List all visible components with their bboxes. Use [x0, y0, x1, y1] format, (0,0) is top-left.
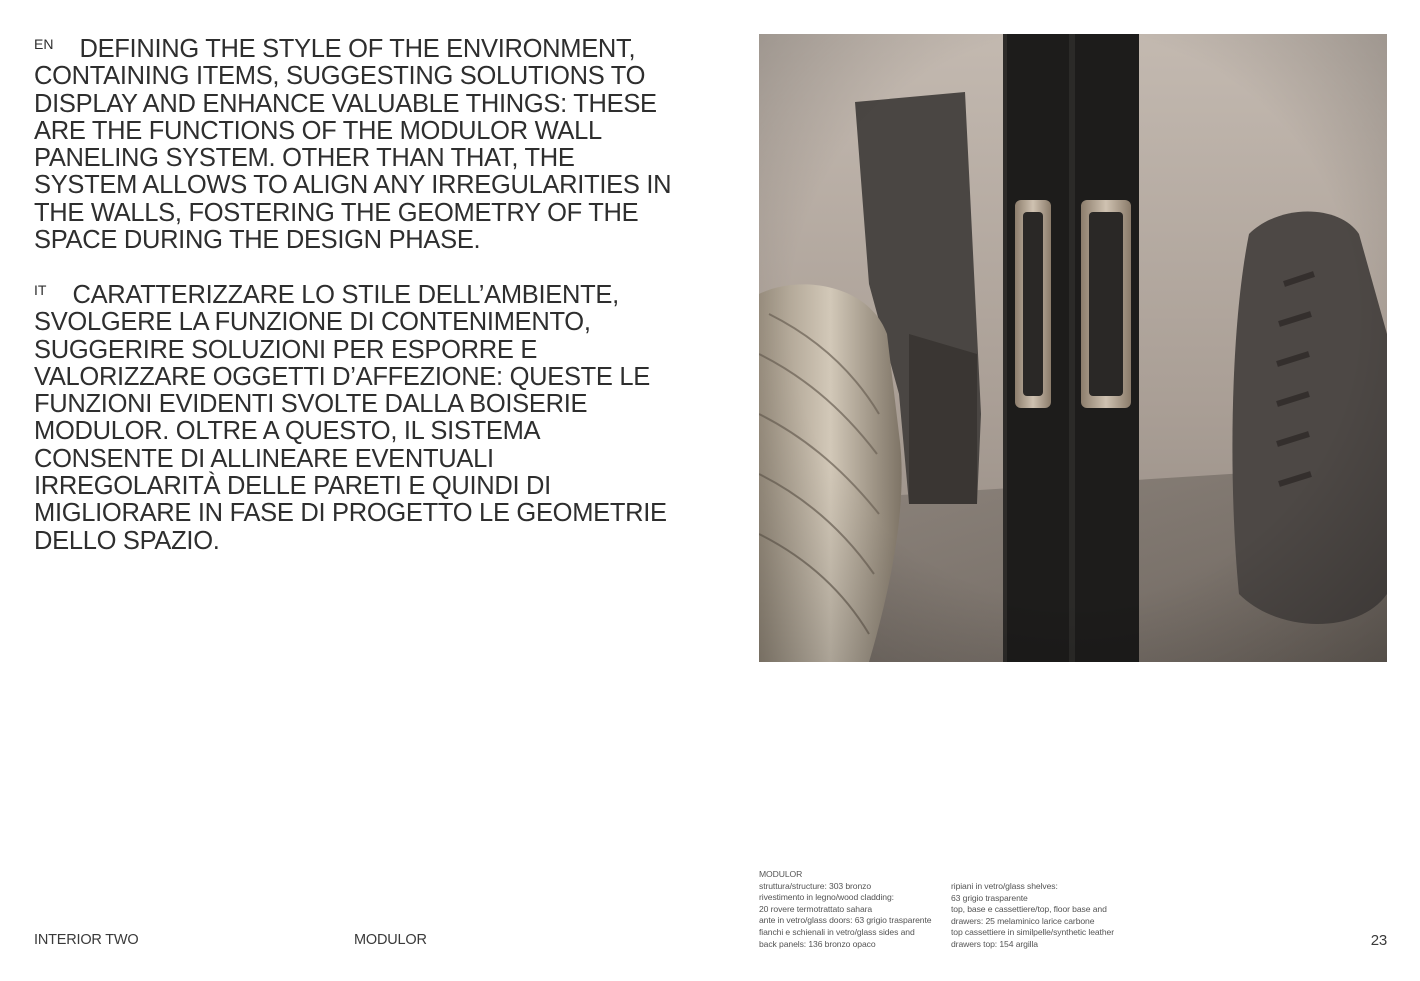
spec-line: drawers top: 154 argilla [951, 938, 1038, 949]
page-number: 23 [1370, 932, 1387, 949]
footer-product-name: MODULOR [354, 932, 427, 948]
english-paragraph [34, 31, 674, 254]
language-label-en: EN [34, 36, 54, 52]
spec-line: top, base e cassettiere/top, floor base and [951, 904, 1107, 915]
italian-text: CARATTERIZZARE LO STILE DELL’AMBIENTE, SVOLGERE LA FUNZIONE DI CONTENIMENTO, SUGGERIRE SOLUZIONI PER ESPORRE E VALORIZZARE OGGETTI D’AFFEZIONE: QUESTE LE FUNZIONI EVIDENTI SVOLTE DALLA BOISERIE MODULOR. OLTRE A QUESTO, IL SISTEMA CONSENTE DI ALLINEARE EVENTUALI IRREGOLARITÀ DELLE PARETI E QUINDI DI MIGLIORARE IN FASE DI PROGETTO LE GEOMETRIE DELLO SPAZIO. [34, 281, 667, 555]
product-photo [759, 34, 1387, 662]
spec-line: 20 rovere termotrattato sahara [759, 903, 873, 914]
italian-paragraph [34, 277, 674, 555]
specs-column-1 [759, 869, 949, 950]
spec-line: struttura/structure: 303 bronzo [759, 880, 872, 891]
language-label-it: IT [34, 282, 47, 298]
specs-column-2 [951, 881, 1151, 951]
spec-line: rivestimento in legno/wood cladding: [759, 892, 894, 903]
spec-line: back panels: 136 bronzo opaco [759, 938, 876, 949]
spec-line: 63 grigio trasparente [951, 892, 1028, 903]
spec-line: ante in vetro/glass doors: 63 grigio trasparente [759, 915, 932, 926]
english-text: DEFINING THE STYLE OF THE ENVIRONMENT, CONTAINING ITEMS, SUGGESTING SOLUTIONS TO DISPLAY AND ENHANCE VALUABLE THINGS: THESE ARE THE FUNCTIONS OF THE MODULOR WALL PANELING SYSTEM. OTHER THAN THAT, THE SYSTEM ALLOWS TO ALIGN ANY IRREGULARITIES IN THE WALLS, FOSTERING THE GEOMETRY OF THE SPACE DURING THE DESIGN PHASE. [34, 35, 672, 255]
spec-line: drawers: 25 melaminico larice carbone [951, 915, 1095, 926]
spec-line: top cassettiere in similpelle/synthetic leather [951, 927, 1114, 938]
spec-line: ripiani in vetro/glass shelves: [951, 881, 1058, 891]
footer-collection-name: INTERIOR TWO [34, 932, 139, 948]
photo-illustration [759, 34, 1387, 662]
spec-line: fianchi e schienali in vetro/glass sides and [759, 926, 915, 937]
spec-line: MODULOR [759, 869, 803, 879]
